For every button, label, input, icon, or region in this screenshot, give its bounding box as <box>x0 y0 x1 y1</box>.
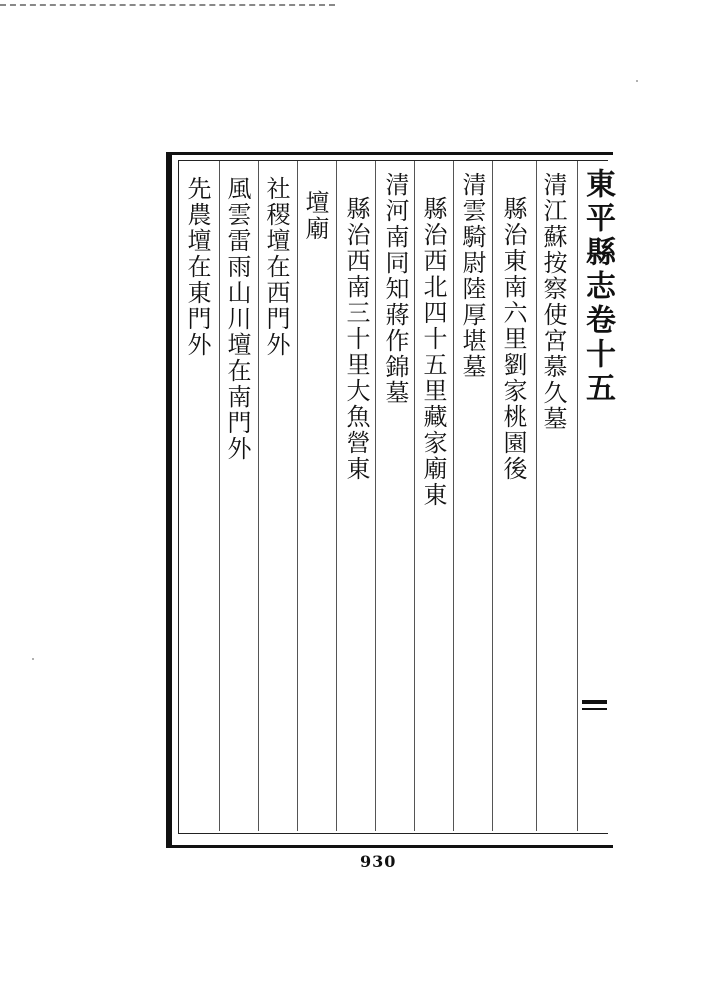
column-divider <box>453 161 454 831</box>
text-column-6: 縣治西南三十里大魚營東 <box>342 196 370 482</box>
text-column-10: 先農壇在東門外 <box>183 176 211 358</box>
column-divider <box>375 161 376 831</box>
column-divider <box>258 161 259 831</box>
column-divider <box>536 161 537 831</box>
column-divider <box>336 161 337 831</box>
text-column-1: 清江蘇按察使宮慕久墓 <box>539 172 567 432</box>
column-divider <box>492 161 493 831</box>
scan-speck <box>636 80 638 82</box>
column-divider <box>219 161 220 831</box>
text-column-4: 縣治西北四十五里藏家廟東 <box>419 196 447 508</box>
page-number: 930 <box>360 852 397 871</box>
fold-mark <box>582 708 607 710</box>
book-header: 東平縣志卷十五 <box>580 168 615 406</box>
text-column-2: 縣治東南六里劉家桃園後 <box>499 196 527 482</box>
text-column-9: 風雲雷雨山川壇在南門外 <box>223 176 251 462</box>
column-divider <box>414 161 415 831</box>
section-heading: 壇廟 <box>301 190 329 242</box>
fold-mark <box>582 700 607 704</box>
text-column-5: 清河南同知蔣作錦墓 <box>381 172 409 406</box>
text-column-8: 社稷壇在西門外 <box>262 176 290 358</box>
scan-speck <box>32 658 34 660</box>
column-divider <box>297 161 298 831</box>
top-dashed-rule <box>0 4 335 6</box>
text-column-3: 清雲騎尉陸厚堪墓 <box>458 172 486 380</box>
